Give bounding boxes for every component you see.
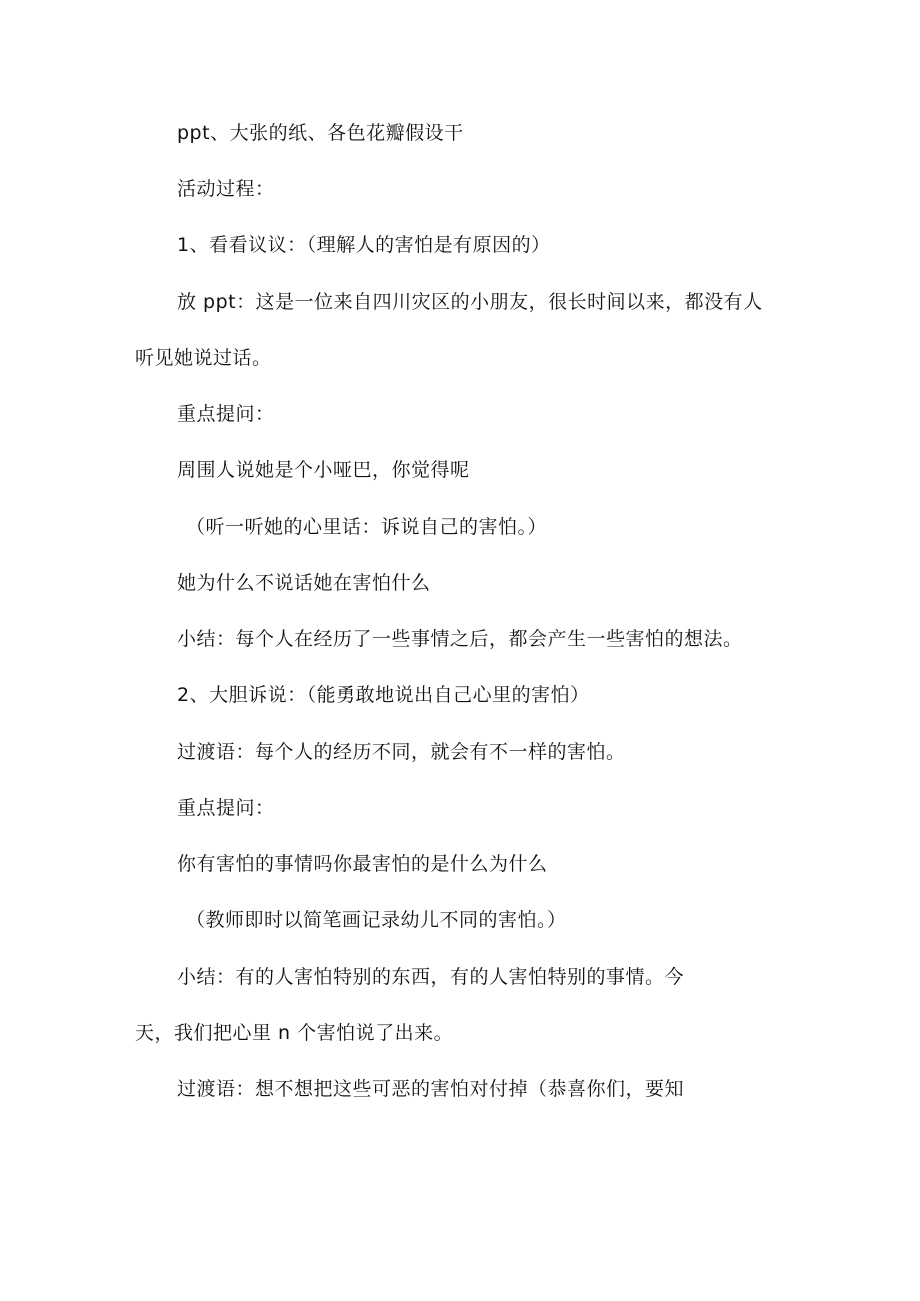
summary-line: 小结：有的人害怕特别的东西，有的人害怕特别的事情。今 — [177, 966, 685, 988]
paragraph-line: 你有害怕的事情吗你最害怕的是什么为什么 — [177, 853, 548, 875]
transition-line: 过渡语：想不想把这些可恶的害怕对付掉（恭喜你们，要知 — [177, 1078, 685, 1100]
paragraph-line: 天，我们把心里 n 个害怕说了出来。 — [135, 1022, 454, 1044]
key-question-heading: 重点提问： — [177, 797, 275, 819]
step-1-heading: 1、看看议议：（理解人的害怕是有原因的） — [177, 234, 551, 256]
paragraph-line: （教师即时以简笔画记录幼儿不同的害怕。） — [186, 909, 567, 931]
summary-line: 小结：每个人在经历了一些事情之后，都会产生一些害怕的想法。 — [177, 628, 743, 650]
paragraph-line: （听一听她的心里话：诉说自己的害怕。） — [186, 516, 548, 538]
step-2-heading: 2、大胆诉说：（能勇敢地说出自己心里的害怕） — [177, 684, 590, 706]
transition-line: 过渡语：每个人的经历不同，就会有不一样的害怕。 — [177, 741, 626, 763]
paragraph-line: 放 ppt：这是一位来自四川灾区的小朋友，很长时间以来，都没有人 — [177, 291, 763, 313]
materials-line: ppt、大张的纸、各色花瓣假设干 — [177, 122, 464, 144]
activity-process-heading: 活动过程： — [177, 178, 275, 200]
paragraph-line: 听见她说过话。 — [135, 347, 272, 369]
paragraph-line: 周围人说她是个小哑巴，你觉得呢 — [177, 459, 470, 481]
key-question-heading: 重点提问： — [177, 403, 275, 425]
paragraph-line: 她为什么不说话她在害怕什么 — [177, 572, 431, 594]
